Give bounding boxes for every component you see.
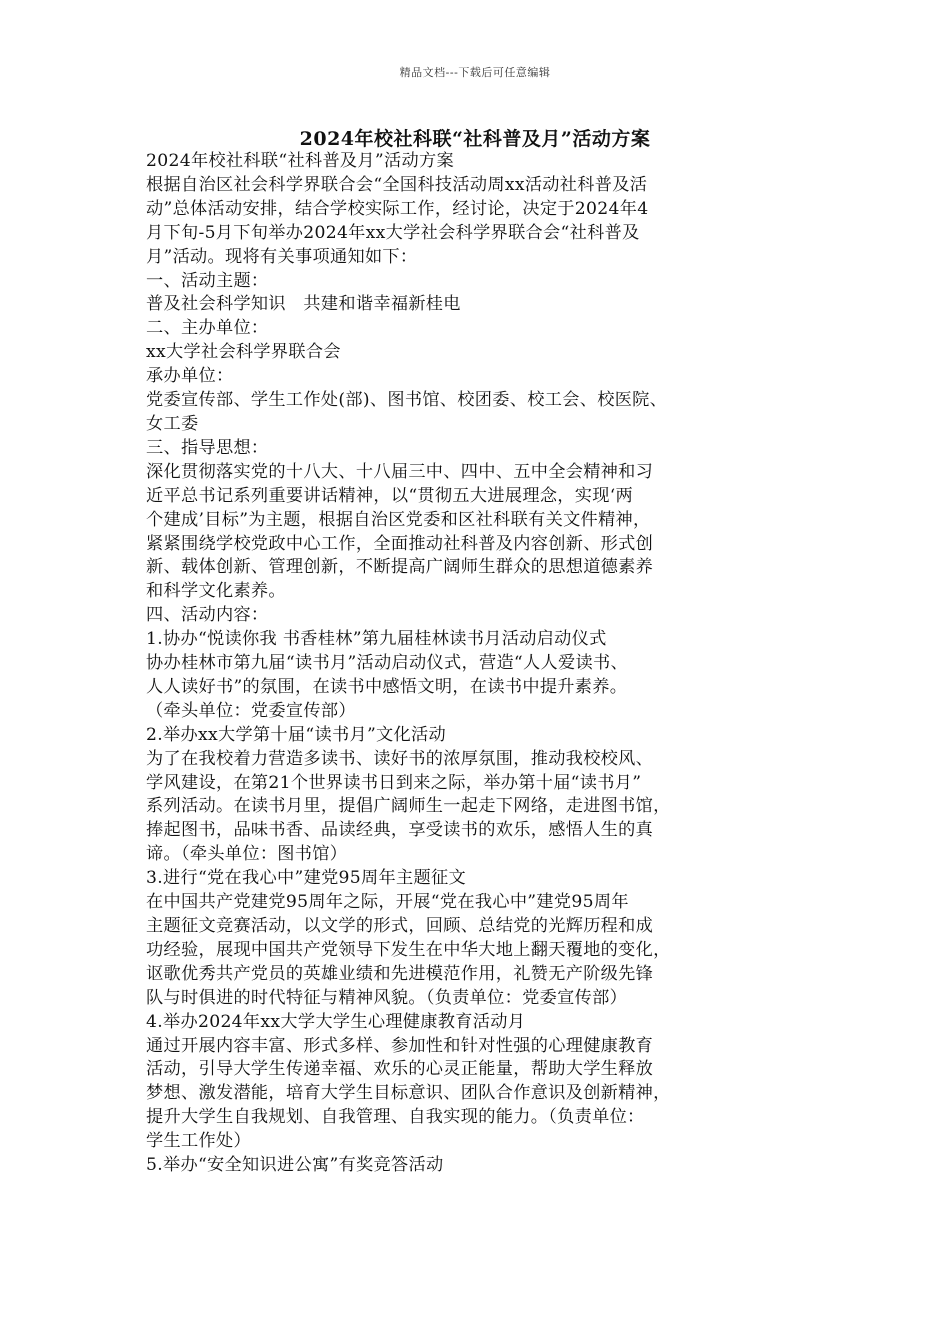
body-line: 为了在我校着力营造多读书、读好书的浓厚氛围，推动我校校风、: [146, 748, 654, 769]
body-line: 承办单位：: [146, 366, 234, 387]
page-header-note: 精品文档---下载后可任意编辑: [399, 66, 551, 79]
body-line: 协办桂林市第九届“读书月”活动启动仪式，营造“人人爱读书、: [146, 653, 628, 674]
body-line: 捧起图书，品味书香、品读经典，享受读书的欢乐，感悟人生的真: [146, 820, 654, 841]
body-line: 4.举办2024年xx大学大学生心理健康教育活动月: [146, 1011, 526, 1032]
body-line: 四、活动内容：: [146, 605, 269, 626]
body-line: 三、指导思想：: [146, 437, 269, 458]
body-line: 活动，引导大学生传递幸福、欢乐的心灵正能量，帮助大学生释放: [146, 1059, 654, 1080]
body-line: 提升大学生自我规划、自我管理、自我实现的能力。（负责单位：: [146, 1107, 645, 1128]
body-line: 2.举办xx大学第十届“读书月”文化活动: [146, 724, 446, 745]
body-line: 深化贯彻落实党的十八大、十八届三中、四中、五中全会精神和习: [146, 461, 654, 482]
body-line: 新、载体创新、管理创新，不断提高广阔师生群众的思想道德素养: [146, 557, 654, 578]
body-line: 学风建设，在第21个世界读书日到来之际，举办第十届“读书月”: [146, 772, 642, 793]
body-line: 梦想、激发潜能，培育大学生目标意识、团队合作意识及创新精神，: [146, 1083, 671, 1104]
body-line: 月下旬-5月下旬举办2024年xx大学社会科学界联合会“社科普及: [146, 222, 640, 243]
body-line: 党委宣传部、学生工作处(部)、图书馆、校团委、校工会、校医院、: [146, 390, 668, 411]
body-line: 普及社会科学知识 共建和谐幸福新桂电: [146, 294, 461, 315]
body-line: 2024年校社科联“社科普及月”活动方案: [146, 151, 454, 171]
body-line: 在中国共产党建党95周年之际，开展“党在我心中”建党95周年: [146, 892, 629, 913]
body-line: 功经验，展现中国共产党领导下发生在中华大地上翻天覆地的变化，: [146, 939, 671, 960]
body-line: 和科学文化素养。: [146, 581, 286, 602]
body-line: 学生工作处）: [146, 1131, 251, 1152]
body-line: 3.进行“党在我心中”建党95周年主题征文: [146, 868, 466, 889]
document-body: [146, 150, 814, 1178]
body-line: 月”活动。现将有关事项通知如下：: [146, 246, 418, 267]
document-title: 2024年校社科联“社科普及月”活动方案: [299, 128, 651, 150]
body-line: 动”总体活动安排，结合学校实际工作，经讨论，决定于2024年4: [146, 198, 649, 219]
body-line: 系列活动。在读书月里，提倡广阔师生一起走下网络，走进图书馆，: [146, 796, 671, 817]
body-line: 人人读好书”的氛围，在读书中感悟文明，在读书中提升素养。: [146, 676, 628, 697]
body-line: xx大学社会科学界联合会: [146, 342, 341, 363]
body-line: 紧紧围绕学校党政中心工作，全面推动社科普及内容创新、形式创: [146, 533, 654, 554]
body-line: 主题征文竞赛活动，以文学的形式，回顾、总结党的光辉历程和成: [146, 916, 654, 936]
body-line: （牵头单位：党委宣传部）: [146, 700, 356, 721]
body-line: 个建成’目标”为主题，根据自治区党委和区社科联有关文件精神，: [146, 509, 651, 530]
body-line: 5.举办“安全知识进公寓”有奖竞答活动: [146, 1155, 444, 1176]
body-line: 通过开展内容丰富、形式多样、参加性和针对性强的心理健康教育: [146, 1035, 654, 1056]
body-line: 一、活动主题：: [146, 270, 269, 291]
body-line: 根据自治区社会科学界联合会“全国科技活动周xx活动社科普及活: [146, 174, 648, 195]
body-line: 二、主办单位：: [146, 318, 269, 339]
body-line: 谛。（牵头单位：图书馆）: [146, 844, 348, 865]
body-line: 1.协办“悦读你我 书香桂林”第九届桂林读书月活动启动仪式: [146, 629, 607, 650]
body-line: 队与时俱进的时代特征与精神风貌。（负责单位：党委宣传部）: [146, 987, 628, 1008]
body-line: 女工委: [146, 413, 199, 434]
body-line: 讴歌优秀共产党员的英雄业绩和先进模范作用，礼赞无产阶级先锋: [146, 963, 654, 984]
body-line: 近平总书记系列重要讲话精神，以“贯彻五大进展理念，实现‘两: [146, 485, 634, 506]
